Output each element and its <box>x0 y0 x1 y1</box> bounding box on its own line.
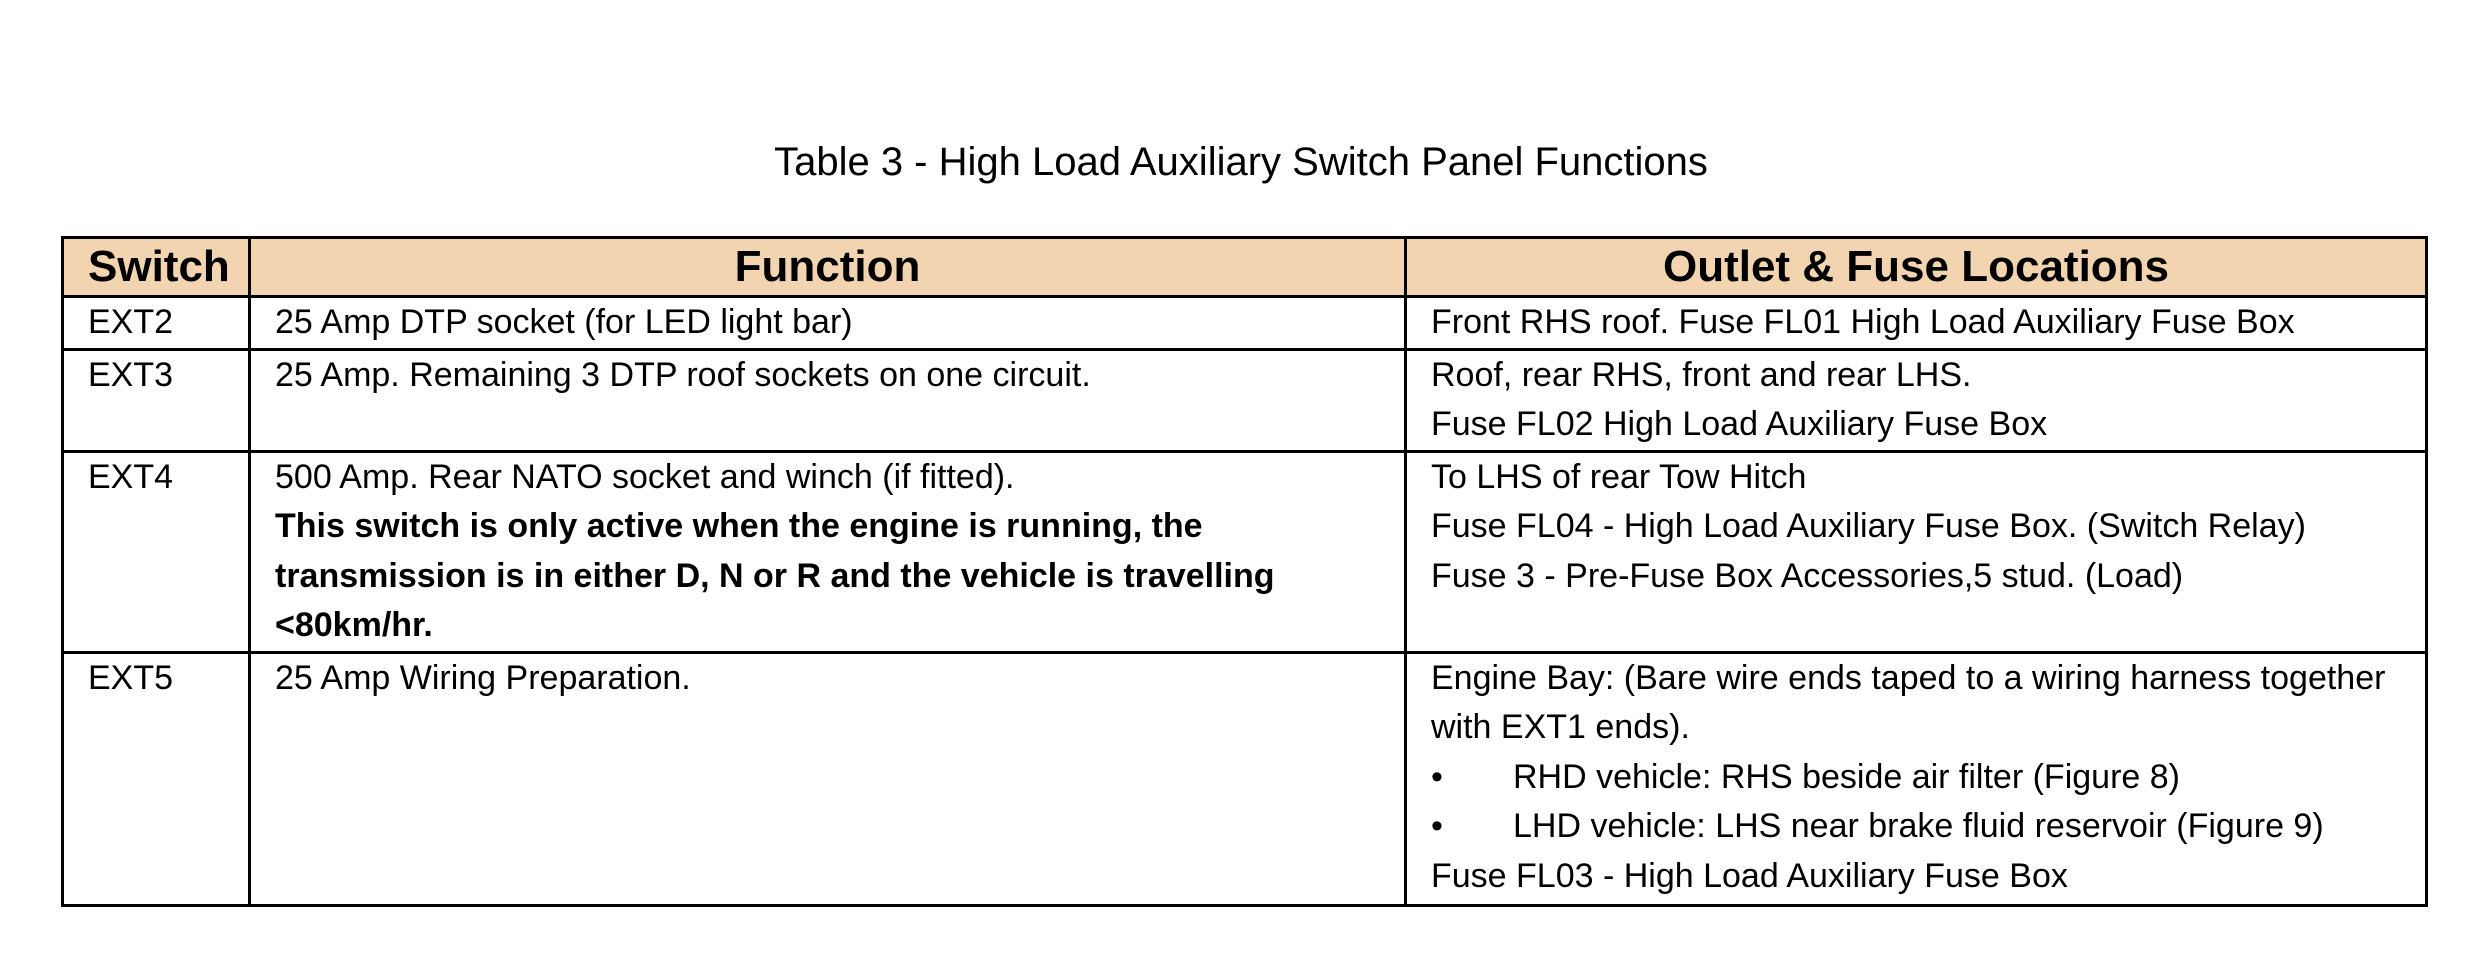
function-text: 25 Amp Wiring Preparation. <box>275 658 691 697</box>
cell-switch <box>63 349 250 451</box>
outlet-text: Fuse FL04 - High Load Auxiliary Fuse Box. (Switch Relay) <box>1431 507 2306 545</box>
cell-switch <box>63 297 250 350</box>
outlet-text: Front RHS roof. Fuse FL01 High Load Auxiliary Fuse Box <box>1431 303 2295 341</box>
cell-outlet <box>1406 297 2427 350</box>
cell-outlet <box>1406 652 2427 905</box>
cell-switch <box>63 451 250 652</box>
outlet-text: To LHS of rear Tow Hitch <box>1431 457 1807 496</box>
function-text: 25 Amp. Remaining 3 DTP roof sockets on one circuit. <box>275 355 1091 394</box>
outlet-text: Roof, rear RHS, front and rear LHS. <box>1431 355 1972 394</box>
cell-function <box>250 451 1406 652</box>
bullet-text: RHD vehicle: RHS beside air filter (Figure 8) <box>1513 757 2180 796</box>
switch-id: EXT3 <box>88 355 174 394</box>
cell-switch <box>63 652 250 905</box>
cell-function <box>250 652 1406 905</box>
table-caption: Table 3 - High Load Auxiliary Switch Panel Functions <box>774 140 1708 184</box>
outlet-bullet-item <box>1431 753 2401 803</box>
function-text: 500 Amp. Rear NATO socket and winch (if fitted). <box>275 457 1015 496</box>
outlet-intro-text: Engine Bay: (Bare wire ends taped to a wiring harness together with EXT1 ends). <box>1431 658 2386 746</box>
switch-id: EXT5 <box>88 658 174 697</box>
cell-outlet <box>1406 451 2427 652</box>
cell-function <box>250 349 1406 451</box>
cell-function <box>250 297 1406 350</box>
cell-outlet <box>1406 349 2427 451</box>
function-warning-text: This switch is only active when the engine is running, the transmission is in either D, N or R and the vehicle is travelling <80km/hr. <box>275 507 1275 644</box>
table-row-ext5 <box>63 652 2427 905</box>
function-text: 25 Amp DTP socket (for LED light bar) <box>275 303 853 341</box>
outlet-text: Fuse FL03 - High Load Auxiliary Fuse Box <box>1431 856 2068 895</box>
header-function: Function <box>250 238 1406 297</box>
table-row-ext4 <box>63 451 2427 652</box>
bullet-icon: • <box>1431 757 1443 796</box>
table-row-ext3 <box>63 349 2427 451</box>
outlet-text: Fuse FL02 High Load Auxiliary Fuse Box <box>1431 405 2048 443</box>
switch-functions-table <box>61 236 2428 907</box>
switch-id: EXT2 <box>88 303 174 341</box>
header-switch: Switch <box>63 238 250 297</box>
outlet-bullet-item <box>1431 802 2401 852</box>
table-row-ext2 <box>63 297 2427 350</box>
switch-id: EXT4 <box>88 457 174 496</box>
bullet-text: LHD vehicle: LHS near brake fluid reservoir (Figure 9) <box>1513 807 2324 845</box>
header-outlet: Outlet & Fuse Locations <box>1406 238 2427 297</box>
bullet-icon: • <box>1431 807 1443 845</box>
table-header-row <box>63 238 2427 297</box>
outlet-text: Fuse 3 - Pre-Fuse Box Accessories,5 stud. (Load) <box>1431 556 2184 595</box>
